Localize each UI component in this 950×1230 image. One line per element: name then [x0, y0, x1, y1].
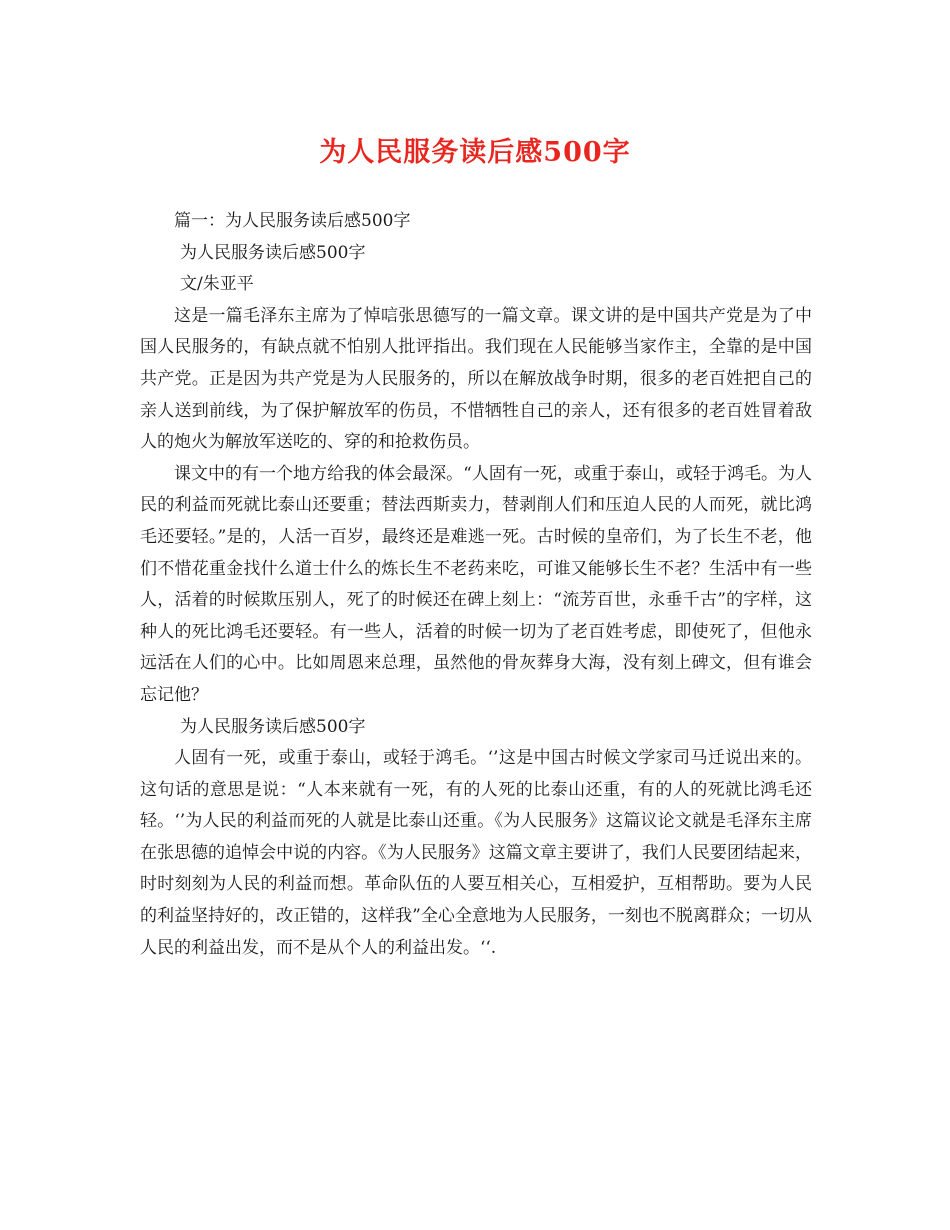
section-heading: 篇一：为人民服务读后感500字	[174, 211, 411, 231]
author-line: 文/朱亚平	[180, 274, 254, 295]
essay-title: 为人民服务读后感500字	[180, 242, 366, 263]
document-body	[140, 206, 812, 964]
document-title: 为人民服务读后感500字	[319, 137, 631, 168]
paragraph: 人固有一死，或重于泰山，或轻于鸿毛。‘’这是中国古时候文学家司马迁说出来的。这句话的意思是说：“人本来就有一死，有的人死的比泰山还重，有的人的死就比鸿毛还轻。‘’为人民的利益而死的人就是比泰山还重。《为人民服务》这篇议论文就是毛泽东主席在张思德的追悼会中说的内容。《为人民服务》这篇文章主要讲了，我们人民要团结起来，时时刻刻为人民的利益而想。革命队伍的人要互相关心，互相爱护，互相帮助。要为人民的利益坚持好的，改正错的，这样我”全心全意地为人民服务，一刻也不脱离群众；一切从人民的利益出发，而不是从个人的利益出发。‘‘.	[140, 748, 812, 958]
paragraph: 这是一篇毛泽东主席为了悼唁张思德写的一篇文章。课文讲的是中国共产党是为了中国人民服务的，有缺点就不怕别人批评指出。我们现在人民能够当家作主，全靠的是中国共产党。正是因为共产党是为人民服务的，所以在解放战争时期，很多的老百姓把自己的亲人送到前线，为了保护解放军的伤员，不惜牺牲自己的亲人，还有很多的老百姓冒着敌人的炮火为解放军送吃的、穿的和抢救伤员。	[140, 305, 812, 453]
paragraph: 课文中的有一个地方给我的体会最深。“人固有一死，或重于泰山，或轻于鸿毛。为人民的利益而死就比泰山还要重；替法西斯卖力，替剥削人们和压迫人民的人而死，就比鸿毛还要轻。”是的，人活一百岁，最终还是难逃一死。古时候的皇帝们，为了长生不老，他们不惜花重金找什么道士什么的炼长生不老药来吃，可谁又能够长生不老？生活中有一些人，活着的时候欺压别人，死了的时候还在碑上刻上：“流芳百世，永垂千古”的字样，这种人的死比鸿毛还要轻。有一些人，活着的时候一切为了老百姓考虑，即使死了，但他永远活在人们的心中。比如周恩来总理，虽然他的骨灰葬身大海，没有刻上碑文，但有谁会忘记他？	[140, 463, 812, 705]
essay-title: 为人民服务读后感500字	[180, 716, 366, 737]
